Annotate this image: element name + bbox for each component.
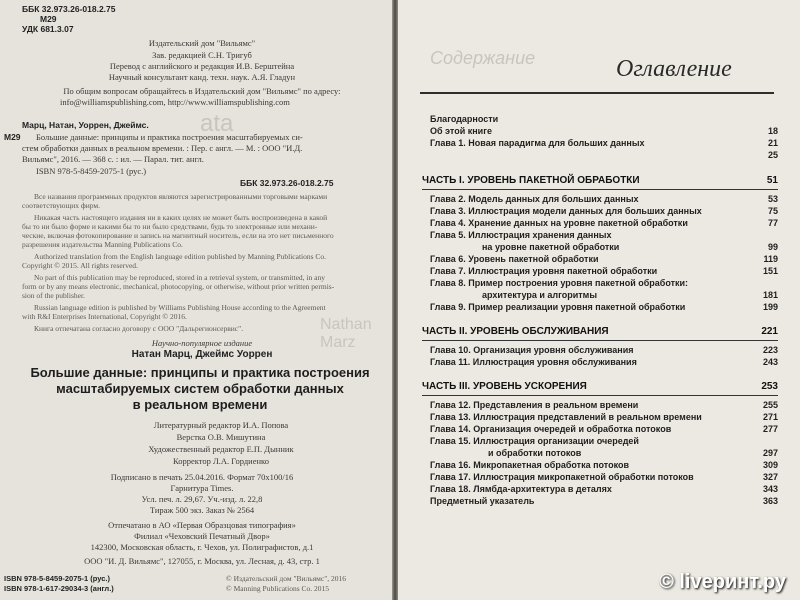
catalog-3: Вильямс", 2016. — 368 с. : ил. — Парал. тит. англ. [22, 154, 204, 164]
toc-entry-page: 363 [762, 496, 778, 506]
toc-entry-label: Глава 9. Пример реализации уровня пакетной обработки [430, 302, 686, 312]
toc-entry-page: 309 [762, 460, 778, 470]
catalog-1: Большие данные: принципы и практика построения масштабируемых си- [36, 132, 303, 142]
part-3-heading [422, 381, 778, 392]
consultant: Научный консультант канд. техн. наук. А.Я. Гладун [108, 72, 296, 82]
russian-1: Russian language edition is published by Williams Publishing House according to the Agreement [34, 303, 326, 312]
title-line-2: масштабируемых систем обработки данных [56, 381, 344, 396]
part-label: ЧАСТЬ I. УРОВЕНЬ ПАКЕТНОЙ ОБРАБОТКИ [422, 175, 640, 186]
catalog-2: стем обработки данных в реальном времени. : Пер. с англ. — М. : ООО "И.Д. [22, 143, 303, 153]
contact: По общим вопросам обращайтесь в Издательский дом "Вильямс" по адресу: [63, 86, 341, 96]
isbn-ru: ISBN 978-5-8459-2075-1 (рус.) [4, 574, 111, 583]
watermark: © livеринт.ру [659, 571, 786, 593]
sheets: Усл. печ. л. 29,67. Уч.-изд. л. 22,8 [141, 494, 263, 504]
toc-entry-label: Благодарности [430, 114, 499, 124]
ooo: ООО "И. Д. Вильямс", 127055, г. Москва, ул. Лесная, д. 43, стр. 1 [84, 556, 320, 566]
run: Тираж 500 экз. Заказ № 2564 [149, 505, 255, 515]
toc-entry-label: Об этой книге [430, 126, 492, 136]
toc-entry-page: 255 [762, 400, 778, 410]
heading-rule [420, 92, 774, 94]
title-line-3: в реальном времени [132, 397, 268, 412]
left-page [0, 0, 392, 600]
toc-entry-page: 119 [763, 254, 778, 264]
ghost-text: ata [200, 110, 234, 137]
part-page: 221 [761, 326, 778, 337]
toc-entry-label: Глава 11. Иллюстрация уровня обслуживания [430, 357, 637, 367]
printed-at-3: 142300, Московская область, г. Чехов, ул. Полиграфистов, д.1 [90, 542, 314, 552]
lit-editor: Литературный редактор И.А. Попова [153, 420, 289, 430]
toc-part-1 [430, 194, 778, 314]
isbn-en: ISBN 978-1-617-29034-3 (англ.) [4, 584, 114, 593]
part-2-heading [422, 326, 778, 337]
ghost-heading: Содержание [430, 48, 536, 68]
author-line: Марц, Натан, Уоррен, Джеймс. [22, 120, 149, 130]
udk: УДК 681.3.07 [22, 24, 74, 34]
ghost-author: Nathan Marz [320, 316, 372, 351]
toc-front [430, 114, 778, 164]
toc-entry-label: Глава 4. Хранение данных на уровне пакетной обработки [430, 218, 688, 228]
printed-at-2: Филиал «Чеховский Печатный Двор» [134, 531, 270, 541]
toc-entry-label: Глава 10. Организация уровня обслуживания [430, 345, 634, 355]
toc-entry-label: Глава 3. Иллюстрация модели данных для больших данных [430, 206, 702, 216]
emails: info@williamspublishing.com, http://www.williamspublishing.com [60, 97, 290, 107]
rights-1: Все названия программных продуктов являются зарегистрированными торговыми марками [34, 192, 328, 201]
toc-entry-label: Глава 12. Представления в реальном времени [430, 400, 639, 410]
copyright-ru: © Издательский дом "Вильямс", 2016 [226, 574, 347, 583]
toc-entry-page: 327 [762, 472, 778, 482]
toc-entry-page: 297 [762, 448, 778, 458]
nopart-3: sion of the publisher. [22, 291, 85, 300]
toc-entry-label: Глава 8. Пример построения уровня пакетной обработки: [430, 278, 689, 288]
bbk-top: ББК 32.973.26-018.2.75 [22, 4, 116, 14]
toc-entry-page: 277 [762, 424, 778, 434]
printed-at-1: Отпечатано в АО «Первая Образцовая типография» [108, 520, 296, 530]
toc-part-3 [430, 400, 778, 510]
proof: Корректор Л.А. Гордиенко [173, 456, 269, 466]
toc-entry-label: архитектура и алгоритмы [482, 290, 598, 300]
layout: Верстка О.В. Мишутина [176, 432, 266, 442]
part-rule [422, 340, 778, 341]
printed-by: Книга отпечатана согласно договору с ООО "Дальрегионсервис". [34, 324, 244, 333]
toc-entry-page: 77 [767, 218, 778, 228]
part-page: 253 [761, 381, 778, 392]
toc-entry-page: 199 [762, 302, 778, 312]
m29-side: М29 [4, 132, 21, 142]
toc-heading: Оглавление [616, 56, 732, 82]
toc-entry-label: Глава 15. Иллюстрация организации очередей [430, 436, 639, 446]
art-editor: Художественный редактор Е.П. Дынник [148, 444, 294, 454]
toc-entry-label: Глава 18. Лямбда-архитектура в деталях [430, 484, 612, 494]
nopart-1: No part of this publication may be reproduced, stored in a retrieval system, or transmitted, in any [34, 273, 325, 282]
publisher: Издательский дом "Вильямс" [148, 38, 256, 48]
copy-1: Никакая часть настоящего издания ни в каких целях не может быть воспроизведена в какой [34, 213, 328, 222]
toc-entry-label: и обработки потоков [488, 448, 582, 458]
auth-1: Authorized translation from the English language edition published by Manning Publications Co. [34, 252, 327, 261]
toc-entry-label: Глава 13. Иллюстрация представлений в реальном времени [430, 412, 702, 422]
auth-2: Copyright © 2015. All rights reserved. [22, 261, 138, 270]
part-label: ЧАСТЬ III. УРОВЕНЬ УСКОРЕНИЯ [422, 381, 587, 392]
genre: Научно-популярное издание [151, 338, 253, 348]
toc-entry-page: 181 [762, 290, 778, 300]
copyright-en: © Manning Publications Co. 2015 [226, 584, 329, 593]
toc-entry-label: Глава 5. Иллюстрация хранения данных [430, 230, 612, 240]
toc-entry-page: 243 [762, 357, 778, 367]
toc-entry-page: 21 [767, 138, 778, 148]
editor-head: Зав. редакцией С.Н. Тригуб [152, 50, 252, 60]
part-rule [422, 189, 778, 190]
font: Гарнитура Times. [170, 483, 234, 493]
bbk-mid: ББК 32.973.26-018.2.75 [240, 178, 334, 188]
translation: Перевод с английского и редакция И.В. Берштейна [109, 61, 295, 71]
toc-entry-page: 18 [767, 126, 778, 136]
part-1-heading [422, 175, 778, 186]
authors: Натан Марц, Джеймс Уоррен [131, 349, 273, 360]
toc-entry-label: Глава 6. Уровень пакетной обработки [430, 254, 599, 264]
toc-entry-page: 53 [767, 194, 778, 204]
part-rule [422, 395, 778, 396]
toc-entry-label: Глава 1. Новая парадигма для больших данных [430, 138, 645, 148]
toc-entry-page: 151 [762, 266, 778, 276]
isbn: ISBN 978-5-8459-2075-1 (рус.) [36, 166, 147, 176]
rights-2: соответствующих фирм. [22, 201, 100, 210]
toc-entry-label: Глава 7. Иллюстрация уровня пакетной обработки [430, 266, 658, 276]
toc-entry-page: 223 [762, 345, 778, 355]
toc-entry-label: на уровне пакетной обработки [482, 242, 620, 252]
toc-entry-page: 75 [767, 206, 778, 216]
toc-part-2 [430, 345, 778, 371]
copy-4: разрешения издательства Manning Publications Co. [22, 240, 183, 249]
toc-entry-label: Глава 14. Организация очередей и обработка потоков [430, 424, 672, 434]
toc-entry-page: 99 [767, 242, 778, 252]
signed: Подписано в печать 25.04.2016. Формат 70x100/16 [110, 472, 294, 482]
toc-entry-page: 25 [767, 150, 778, 160]
copy-2: бы то ни было форме и какими бы то ни было средствами, будь то электронные или механи- [22, 222, 318, 231]
toc-entry-page: 271 [762, 412, 778, 422]
nopart-2: form or by any means electronic, mechanical, photocopying, or otherwise, without prior written permis- [22, 282, 335, 291]
part-label: ЧАСТЬ II. УРОВЕНЬ ОБСЛУЖИВАНИЯ [422, 326, 609, 337]
russian-2: with R&I Enterprises International, Copyright © 2016. [22, 312, 187, 321]
part-page: 51 [766, 175, 778, 186]
copy-3: ческие, включая фотокопирование и запись на магнитный носитель, если на это нет письменного [22, 231, 334, 240]
toc-entry-label: Предметный указатель [430, 496, 535, 506]
m29-top: М29 [40, 14, 57, 24]
title-line-1: Большие данные: принципы и практика построения [30, 365, 370, 380]
toc-entry-label: Глава 16. Микропакетная обработка потоков [430, 460, 629, 470]
toc-entry-label: Глава 17. Иллюстрация микропакетной обработки потоков [430, 472, 694, 482]
toc-entry-label: Глава 2. Модель данных для больших данных [430, 194, 639, 204]
toc-entry-page: 343 [762, 484, 778, 494]
